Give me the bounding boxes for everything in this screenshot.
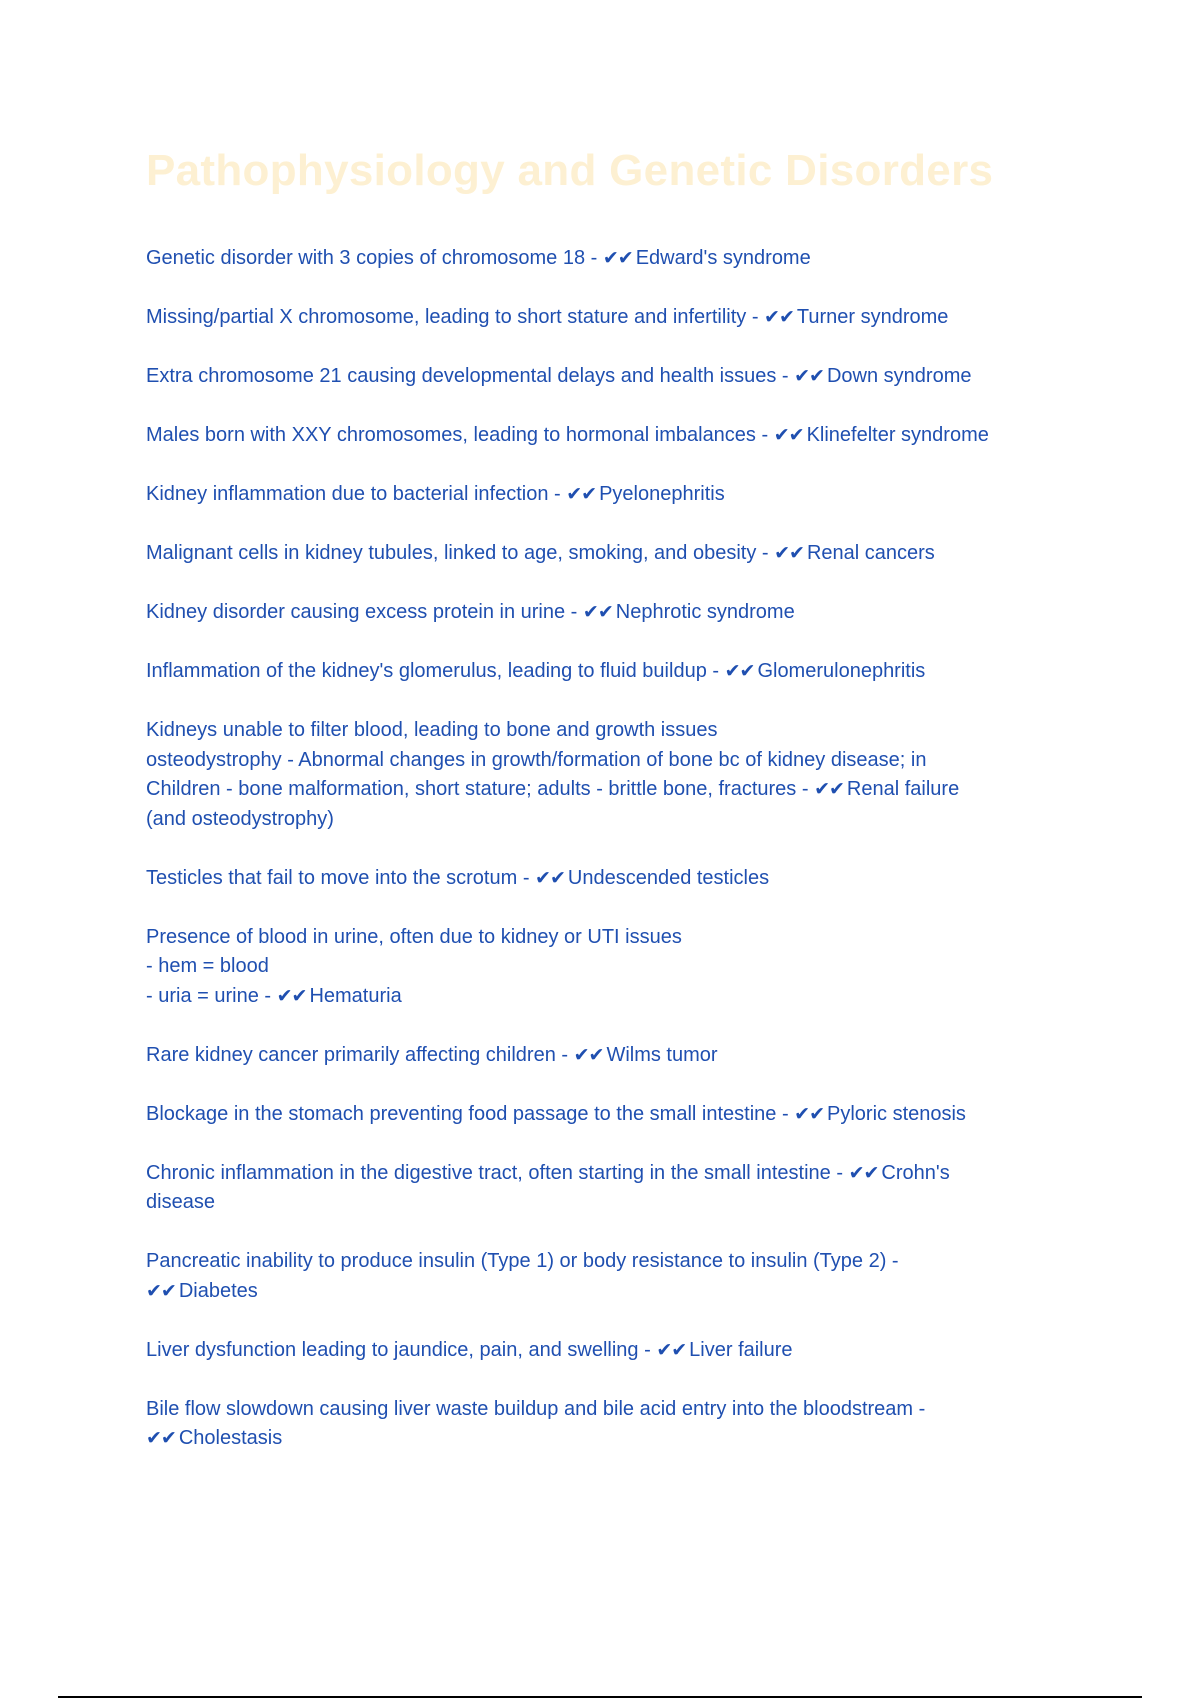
answer-text: Diabetes [178, 1279, 258, 1302]
list-item [146, 362, 1106, 392]
list-item [146, 923, 1106, 1012]
question-text: Kidney inflammation due to bacterial infection - [146, 483, 567, 505]
list-item [146, 539, 1106, 569]
question-text: Males born with XXY chromosomes, leading to hormonal imbalances - [146, 424, 774, 446]
double-check-icon: ✔✔ [848, 1161, 879, 1184]
item-line [146, 244, 1106, 274]
answer-continuation: (and osteodystrophy) [146, 807, 334, 830]
footer-divider [58, 1696, 1142, 1698]
question-text: Extra chromosome 21 causing developmental delays and health issues - [146, 365, 795, 387]
item-line [146, 864, 1106, 894]
list-item [146, 244, 1106, 274]
question-text: osteodystrophy - Abnormal changes in growth/formation of bone bc of kidney disease; in [146, 748, 927, 771]
question-text: Inflammation of the kidney's glomerulus, leading to fluid buildup - [146, 660, 725, 682]
list-item [146, 1041, 1106, 1071]
answer-text: Liver failure [689, 1338, 793, 1361]
answer-text: Cholestasis [178, 1427, 283, 1449]
answer-text: Pyloric stenosis [827, 1102, 966, 1125]
item-line [146, 1247, 1106, 1277]
item-line [146, 1100, 1106, 1130]
list-item [146, 1395, 1106, 1454]
double-check-icon: ✔✔ [724, 660, 755, 682]
question-text: Children - bone malformation, short stature; adults - brittle bone, fractures - [146, 778, 815, 800]
answer-continuation: disease [146, 1191, 215, 1213]
item-line [146, 303, 1106, 333]
list-item [146, 421, 1106, 451]
double-check-icon: ✔✔ [276, 984, 307, 1007]
answer-text: Renal failure [846, 778, 960, 800]
page-title: Pathophysiology and Genetic Disorders [146, 146, 994, 195]
answer-text: Glomerulonephritis [757, 660, 926, 682]
answer-text: Turner syndrome [796, 306, 949, 328]
answer-text: Down syndrome [826, 365, 972, 387]
list-item [146, 1100, 1106, 1130]
list-item [146, 598, 1106, 628]
item-line [146, 1277, 1106, 1307]
answer-text: Renal cancers [806, 542, 935, 564]
question-text: Kidney disorder causing excess protein in urine - [146, 601, 583, 623]
double-check-icon: ✔✔ [582, 601, 613, 623]
double-check-icon: ✔✔ [656, 1338, 687, 1361]
question-text: Liver dysfunction leading to jaundice, pain, and swelling - [146, 1338, 657, 1361]
question-answer-list [146, 244, 1106, 1483]
item-line [146, 598, 1106, 628]
answer-text: Nephrotic syndrome [615, 601, 795, 623]
question-text: - uria = urine - [146, 984, 277, 1007]
question-text: Kidneys unable to filter blood, leading to bone and growth issues [146, 719, 718, 741]
question-text: Blockage in the stomach preventing food passage to the small intestine - [146, 1102, 795, 1125]
item-line [146, 775, 1106, 805]
list-item [146, 1159, 1106, 1218]
item-line [146, 539, 1106, 569]
list-item [146, 1336, 1106, 1366]
item-line [146, 1424, 1106, 1454]
question-text: Bile flow slowdown causing liver waste buildup and bile acid entry into the bloodstream - [146, 1397, 926, 1420]
list-item [146, 657, 1106, 687]
question-text: Rare kidney cancer primarily affecting children - [146, 1043, 574, 1066]
double-check-icon: ✔✔ [774, 542, 804, 564]
answer-text: Undescended testicles [567, 866, 770, 889]
item-line [146, 1159, 1106, 1189]
item-line [146, 923, 1106, 953]
list-item [146, 716, 1106, 834]
double-check-icon: ✔✔ [602, 247, 633, 269]
double-check-icon: ✔✔ [764, 306, 794, 328]
answer-text: Wilms tumor [606, 1043, 718, 1066]
item-line [146, 1041, 1106, 1071]
question-text: Malignant cells in kidney tubules, linked to age, smoking, and obesity - [146, 542, 775, 564]
item-line [146, 1336, 1106, 1366]
answer-text: Crohn's [881, 1161, 950, 1184]
double-check-icon: ✔✔ [794, 1102, 824, 1125]
item-line [146, 1395, 1106, 1425]
question-text: Chronic inflammation in the digestive tract, often starting in the small intestine - [146, 1161, 849, 1184]
list-item [146, 864, 1106, 894]
list-item [146, 303, 1106, 333]
question-text: Presence of blood in urine, often due to kidney or UTI issues [146, 925, 682, 948]
list-item [146, 480, 1106, 510]
item-line [146, 716, 1106, 746]
question-text: - hem = blood [146, 955, 269, 977]
double-check-icon: ✔✔ [146, 1279, 176, 1302]
item-line [146, 982, 1106, 1012]
question-text: Pancreatic inability to produce insulin (Type 1) or body resistance to insulin (Type 2) - [146, 1250, 899, 1272]
item-line [146, 362, 1106, 392]
double-check-icon: ✔✔ [773, 424, 804, 446]
item-line [146, 480, 1106, 510]
answer-text: Hematuria [309, 984, 402, 1007]
answer-text: Edward's syndrome [635, 247, 811, 269]
double-check-icon: ✔✔ [814, 778, 844, 800]
double-check-icon: ✔✔ [566, 483, 597, 505]
item-line [146, 746, 1106, 776]
answer-text: Klinefelter syndrome [806, 424, 989, 446]
double-check-icon: ✔✔ [573, 1043, 604, 1066]
question-text: Missing/partial X chromosome, leading to short stature and infertility - [146, 306, 765, 328]
question-text: Genetic disorder with 3 copies of chromosome 18 - [146, 247, 603, 269]
item-line [146, 421, 1106, 451]
double-check-icon: ✔✔ [146, 1427, 176, 1449]
question-text: Testicles that fail to move into the scrotum - [146, 866, 536, 889]
answer-text: Pyelonephritis [599, 483, 725, 505]
double-check-icon: ✔✔ [794, 365, 824, 387]
list-item [146, 1247, 1106, 1306]
item-line [146, 657, 1106, 687]
double-check-icon: ✔✔ [535, 866, 565, 889]
item-line [146, 952, 1106, 982]
